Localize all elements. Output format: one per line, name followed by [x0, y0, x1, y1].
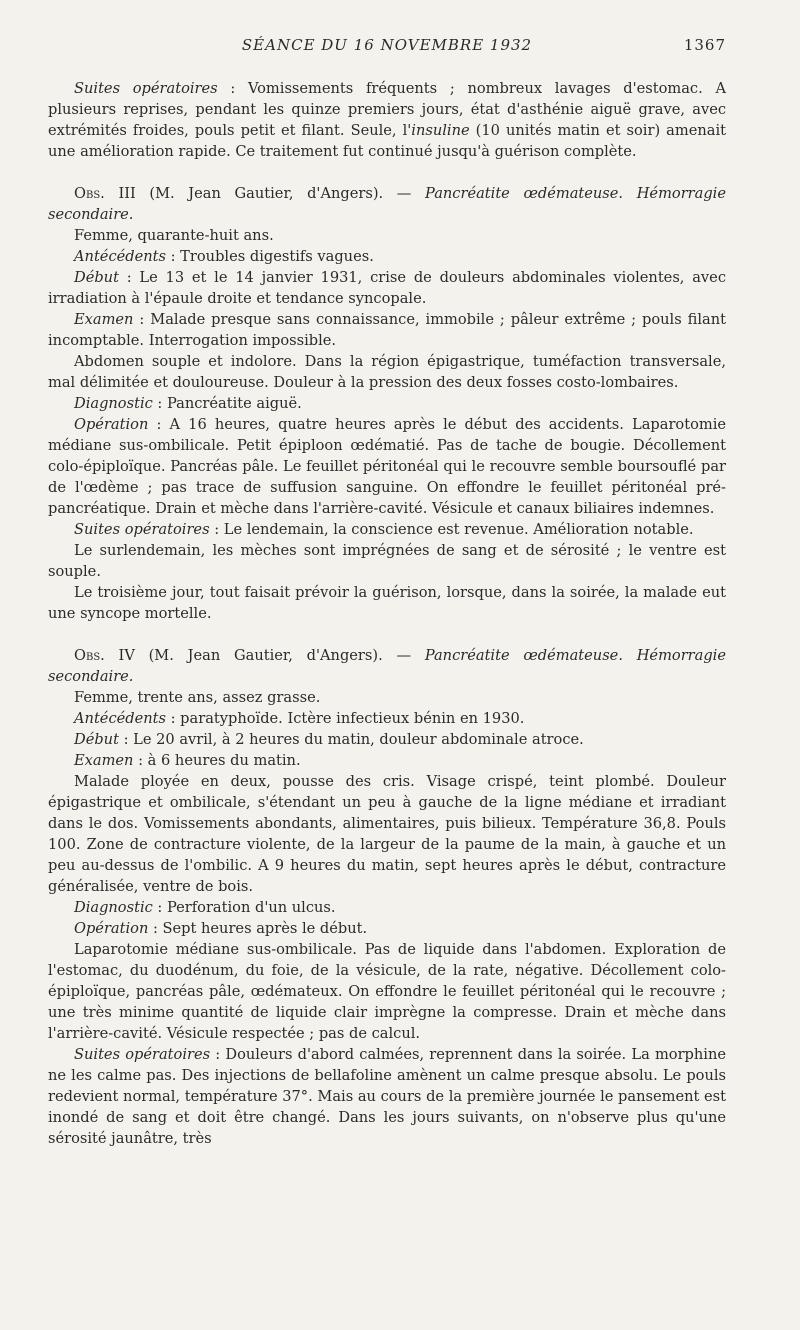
running-header	[48, 36, 726, 58]
obs-4-laparotomie: Laparotomie médiane sus-ombilicale. Pas de liquide dans l'abdomen. Exploration de l'estomac, du duodénum, du foie, de la vésicule, de la rate, négative. Décollement colo-épiploïque, pancréas pâle, œdémateux. On effondre le feuillet péritonéal qui le recouvre ; une très minime quantité de liquide clair imprègne la compresse. Drain et mèche dans l'arrière-cavité. Vésicule respectée ; pas de calcul.	[48, 941, 726, 1042]
page-number: 1367	[683, 36, 726, 54]
obs-3-troisieme-jour: Le troisième jour, tout faisait prévoir la guérison, lorsque, dans la soirée, la malade eut une syncope mortelle.	[48, 584, 726, 622]
obs-4-debut: Début : Le 20 avril, à 2 heures du matin, douleur abdominale atroce.	[74, 731, 584, 748]
obs-4-examen: Examen : à 6 heures du matin.	[74, 752, 301, 769]
obs-3-debut: Début : Le 13 et le 14 janvier 1931, crise de douleurs abdominales violentes, avec irradiation à l'épaule droite et tendance syncopale.	[48, 269, 726, 307]
obs-4-patient: Femme, trente ans, assez grasse.	[74, 689, 321, 706]
obs-4-suites: Suites opératoires : Douleurs d'abord calmées, reprennent dans la soirée. La morphine ne les calme pas. Des injections de bellafoline amènent un calme presque absolu. Le pouls redevient normal, température 37°. Mais au cours de la première journée le pansement est inondé de sang et doit être changé. Dans les jours suivants, on n'observe plus qu'une sérosité jaunâtre, très	[48, 1046, 726, 1147]
obs-3-abdomen: Abdomen souple et indolore. Dans la région épigastrique, tuméfaction transversale, mal délimitée et douloureuse. Douleur à la pression des deux fosses costo-lombaires.	[48, 353, 726, 391]
obs-3-surlendemain: Le surlendemain, les mèches sont imprégnées de sang et de sérosité ; le ventre est souple.	[48, 542, 726, 580]
obs-3-heading: Obs. III (M. Jean Gautier, d'Angers). — Pancréatite œdémateuse. Hémorragie secondaire.	[48, 185, 726, 223]
obs-4-operation: Opération : Sept heures après le début.	[74, 920, 368, 937]
section-label: Suites opératoires	[74, 80, 218, 97]
obs-4-heading: Obs. IV (M. Jean Gautier, d'Angers). — Pancréatite œdémateuse. Hémorragie secondaire.	[48, 647, 726, 685]
obs-3-examen: Examen : Malade presque sans connaissance, immobile ; pâleur extrême ; pouls filant incomptable. Interrogation impossible.	[48, 311, 726, 349]
header-title: SÉANCE DU 16 NOVEMBRE 1932	[241, 36, 533, 54]
obs-3-patient: Femme, quarante-huit ans.	[74, 227, 274, 244]
paragraph-suites-operatoires: Suites opératoires : Vomissements fréquents ; nombreux lavages d'estomac. A plusieurs reprises, pendant les quinze premiers jours, état d'asthénie aiguë grave, avec extrémités froides, pouls petit et filant. Seule, l'insuline (10 unités matin et soir) amenait une amélioration rapide. Ce traitement fut continué jusqu'à guérison complète.	[48, 80, 726, 160]
body-text	[48, 78, 726, 1149]
obs-3-suites: Suites opératoires : Le lendemain, la conscience est revenue. Amélioration notable.	[74, 521, 694, 538]
obs-4-malade: Malade ployée en deux, pousse des cris. Visage crispé, teint plombé. Douleur épigastrique et ombilicale, s'étendant un peu à gauche de la ligne médiane et irradiant dans le dos. Vomissements abondants, alimentaires, puis bilieux. Température 36,8. Pouls 100. Zone de contracture violente, de la largeur de la paume de la main, à gauche et un peu au-dessus de l'ombilic. A 9 heures du matin, sept heures après le début, contracture généralisée, ventre de bois.	[48, 773, 726, 895]
obs-4-diagnostic: Diagnostic : Perforation d'un ulcus.	[74, 899, 336, 916]
obs-3-operation: Opération : A 16 heures, quatre heures après le début des accidents. Laparotomie médiane sus-ombilicale. Petit épiploon œdématié. Pas de tache de bougie. Décollement colo-épiploïque. Pancréas pâle. Le feuillet péritonéal qui le recouvre semble boursouflé par de l'œdème ; pas trace de suffusion sanguine. On effondre le feuillet péritonéal pré-pancréatique. Drain et mèche dans l'arrière-cavité. Vésicule et canaux biliaires indemnes.	[48, 416, 726, 517]
obs-4-antecedents: Antécédents : paratyphoïde. Ictère infectieux bénin en 1930.	[74, 710, 525, 727]
obs-3-antecedents: Antécédents : Troubles digestifs vagues.	[74, 248, 374, 265]
obs-3-diagnostic: Diagnostic : Pancréatite aiguë.	[74, 395, 302, 412]
